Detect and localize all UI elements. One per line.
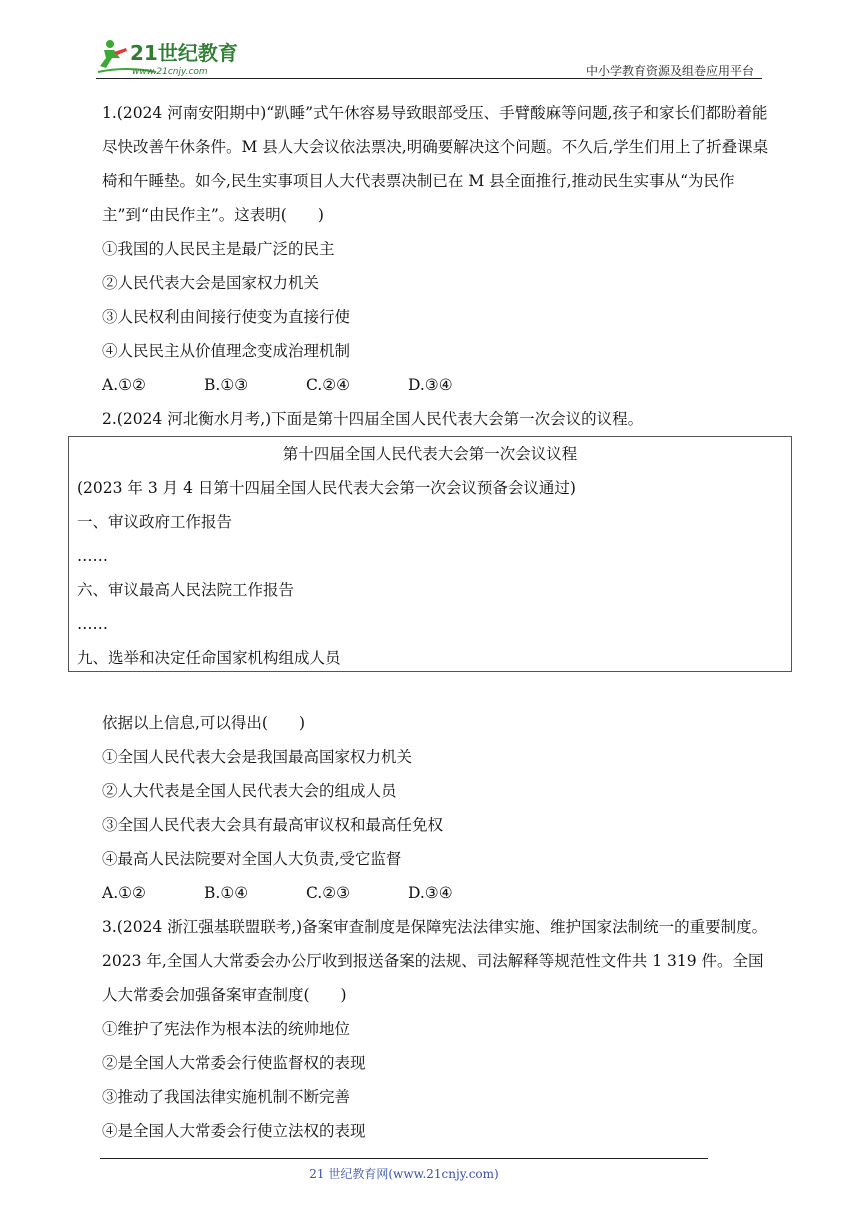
q2-stem: 2.(2024 河北衡水月考,)下面是第十四届全国人民代表大会第一次会议的议程。 [102,410,644,428]
q1-item-4: ④人民民主从价值理念变成治理机制 [102,342,351,360]
header-divider [96,78,762,79]
agenda-line: 六、审议最高人民法院工作报告 [77,581,295,599]
agenda-title: 第十四届全国人民代表大会第一次会议议程 [282,445,578,463]
q2-lead: 依据以上信息,可以得出( ) [102,714,306,732]
footer-divider [100,1158,708,1159]
footer-link[interactable]: 21 世纪教育网(www.21cnjy.com) [309,1167,499,1181]
q2-option-c[interactable]: C.②③ [306,884,351,902]
q1-item-3: ③人民权利由间接行使变为直接行使 [102,308,351,326]
q2-item-1: ①全国人民代表大会是我国最高国家权力机关 [102,748,413,766]
q2-option-b[interactable]: B.①④ [204,884,249,902]
q1-item-1: ①我国的人民民主是最广泛的民主 [102,240,335,258]
q2-option-d[interactable]: D.③④ [408,884,453,902]
q1-option-a[interactable]: A.①② [102,376,146,394]
q1-option-b[interactable]: B.①③ [204,376,249,394]
q1-stem: 1.(2024 河南安阳期中)“趴睡”式午休容易导致眼部受压、手臂酸麻等问题,孩子和家长们都盼着能尽快改善午休条件。M 县人大会议依法票决,明确要解决这个问题。不久后,学生们用上了折叠课桌椅和午睡垫。如今,民生实事项目人大代表票决制已在 M 县全面推行,推动民生实事从“为民作主”到“由民作主”。这表明( ) [102,104,769,224]
q3-item-4: ④是全国人大常委会行使立法权的表现 [102,1122,366,1140]
agenda-line: …… [77,547,108,565]
agenda-line: 九、选举和决定任命国家机构组成人员 [77,649,341,667]
agenda-line: …… [77,615,108,633]
q2-item-4: ④最高人民法院要对全国人大负责,受它监督 [102,850,402,868]
q2-item-3: ③全国人民代表大会具有最高审议权和最高任免权 [102,816,444,834]
q1-option-d[interactable]: D.③④ [408,376,453,394]
q3-item-2: ②是全国人大常委会行使监督权的表现 [102,1054,366,1072]
q1-options [102,368,774,402]
q2-item-2: ②人大代表是全国人民代表大会的组成人员 [102,782,397,800]
q1-option-c[interactable]: C.②④ [306,376,351,394]
svg-text:21世纪教育: 21世纪教育 [130,41,238,65]
logo-21cnjy-icon [96,36,266,78]
agenda-line: (2023 年 3 月 4 日第十四届全国人民代表大会第一次会议预备会议通过) [77,479,576,497]
q1-item-2: ②人民代表大会是国家权力机关 [102,274,320,292]
q2-option-a[interactable]: A.①② [102,884,146,902]
question-content-2 [102,706,774,1148]
agenda-box [68,436,792,672]
q2-options [102,876,774,910]
q3-item-3: ③推动了我国法律实施机制不断完善 [102,1088,351,1106]
agenda-line: 一、审议政府工作报告 [77,513,233,531]
page-header [96,36,762,80]
platform-name: 中小学教育资源及组卷应用平台 [585,64,754,78]
question-content [102,96,774,436]
q3-item-1: ①维护了宪法作为根本法的统帅地位 [102,1020,351,1038]
svg-text:www.21cnjy.com: www.21cnjy.com [132,67,208,77]
q3-stem: 3.(2024 浙江强基联盟联考,)备案审查制度是保障宪法法律实施、维护国家法制统一的重要制度。2023 年,全国人大常委会办公厅收到报送备案的法规、司法解释等规范性文件共 1 319 件。全国人大常委会加强备案审查制度( ) [102,918,768,1004]
